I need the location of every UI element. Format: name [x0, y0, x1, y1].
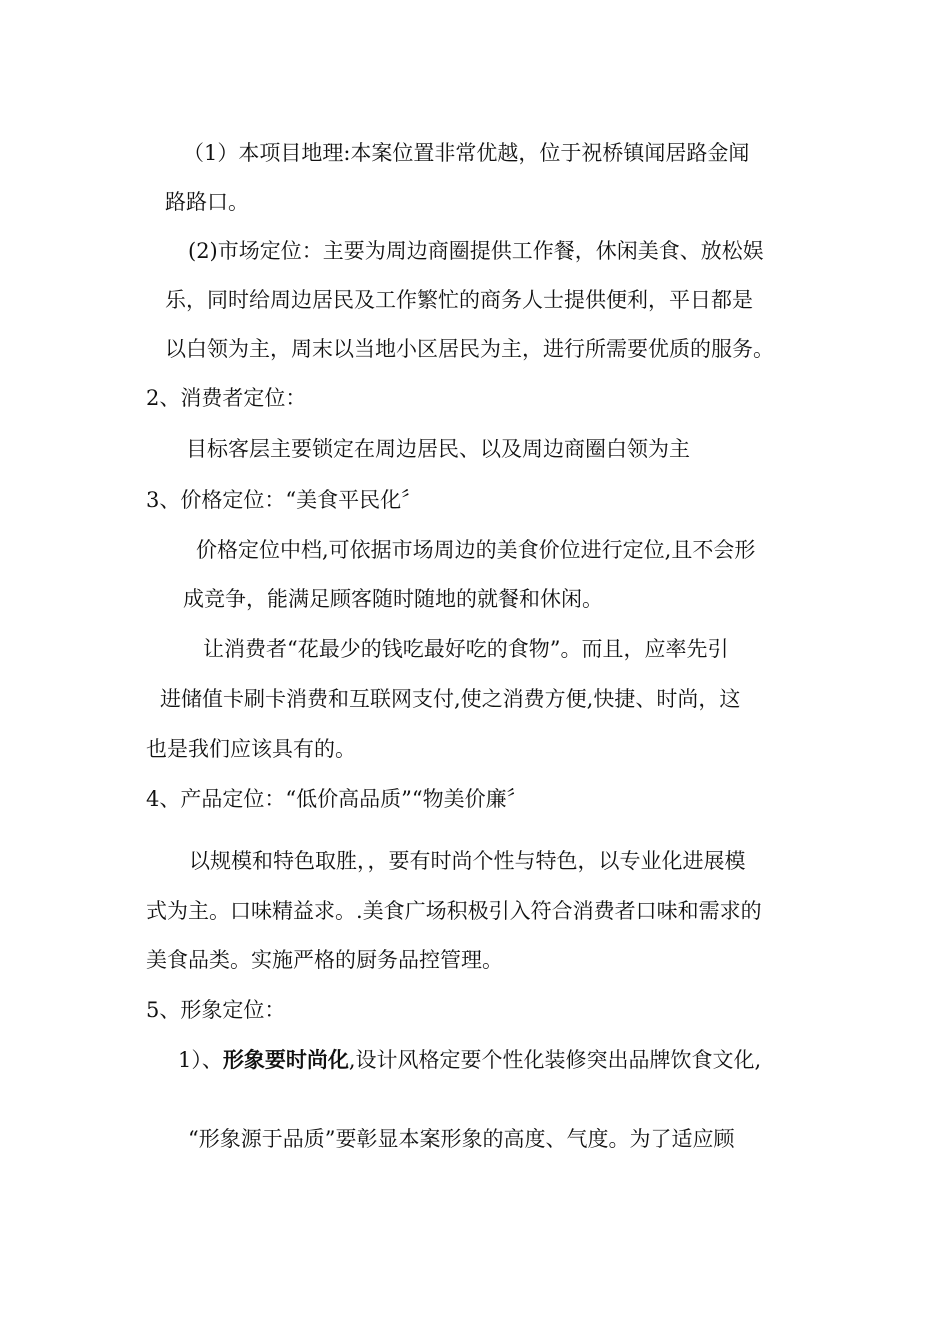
paragraph-line: 也是我们应该具有的。	[146, 737, 356, 761]
paragraph-line	[178, 1045, 761, 1075]
paragraph-line: 让消费者“花最少的钱吃最好吃的食物”。而且，应率先引	[203, 637, 729, 661]
emphasis-text: 形象要时尚化	[222, 1048, 349, 1072]
paragraph-line: 目标客层主要锁定在周边居民、以及周边商圈白领为主	[186, 437, 690, 461]
paragraph-line: (2)市场定位：主要为周边商圈提供工作餐，休闲美食、放松娱	[188, 239, 764, 263]
paragraph-line: “形象源于品质”要彰显本案形象的高度、气度。为了适应顾	[188, 1127, 735, 1151]
paragraph-line: 路路口。	[165, 190, 249, 214]
paragraph-line: 以白领为主，周末以当地小区居民为主，进行所需要优质的服务。	[165, 337, 774, 361]
section-heading: 5、形象定位：	[146, 998, 286, 1022]
section-heading: 3、价格定位：“美食平民化〞	[146, 488, 423, 512]
section-heading: 4、产品定位：“低价高品质”“物美价廉〞	[146, 787, 528, 811]
list-marker: 1）、	[178, 1048, 223, 1072]
line-text: ,设计风格定要个性化装修突出品牌饮食文化,	[348, 1048, 762, 1072]
paragraph-line: 以规模和特色取胜，，要有时尚个性与特色，以专业化进展模	[189, 849, 746, 873]
paragraph-line: 美食品类。实施严格的厨务品控管理。	[146, 948, 503, 972]
section-heading: 2、消费者定位：	[146, 386, 307, 410]
paragraph-line: （1）本项目地理:本案位置非常优越，位于祝桥镇闻居路金闻	[183, 141, 750, 165]
paragraph-line: 进储值卡刷卡消费和互联网支付,使之消费方便,快捷、时尚，这	[160, 687, 741, 711]
paragraph-line: 成竞争，能满足顾客随时随地的就餐和休闲。	[183, 587, 603, 611]
paragraph-line: 价格定位中档,可依据市场周边的美食价位进行定位,且不会形	[196, 538, 756, 562]
paragraph-line: 式为主。口味精益求。.美食广场积极引入符合消费者口味和需求的	[146, 899, 762, 923]
paragraph-line: 乐，同时给周边居民及工作繁忙的商务人士提供便利，平日都是	[165, 288, 753, 312]
